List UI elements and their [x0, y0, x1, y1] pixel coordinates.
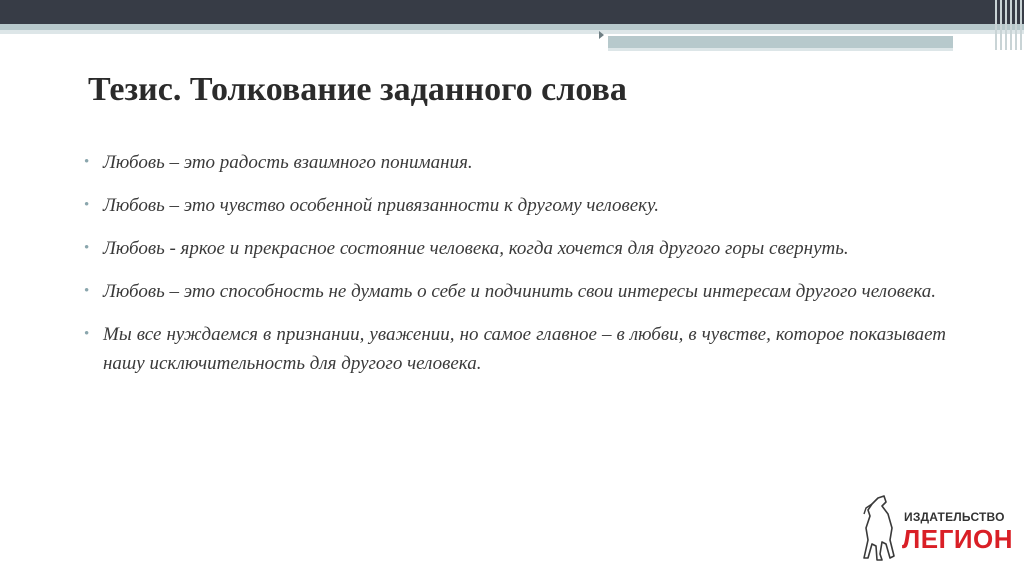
logo-main-text: ЛЕГИОН	[902, 524, 1014, 554]
list-item-text: Мы все нуждаемся в признании, уважении, но самое главное – в любви, в чувстве, которое показывает нашу исключительность для другого человека.	[103, 324, 946, 374]
accent-bar	[608, 36, 953, 48]
list-item-text: Любовь – это способность не думать о себе и подчинить свои интересы интересам другого человека.	[103, 281, 937, 302]
list-item-text: Любовь – это радость взаимного понимания.	[103, 152, 473, 173]
bullet-icon: •	[84, 283, 90, 299]
corner-stripes	[993, 0, 1024, 50]
bullet-icon: •	[84, 240, 90, 256]
list-item	[84, 320, 946, 378]
list-item-text: Любовь - яркое и прекрасное состояние человека, когда хочется для другого горы свернуть.	[103, 238, 849, 259]
top-dark-bar	[0, 0, 1024, 24]
horse-icon	[858, 494, 902, 564]
bullet-icon: •	[84, 197, 90, 213]
list-item-text: Любовь – это чувство особенной привязанности к другому человеку.	[103, 195, 660, 216]
accent-bar-thin	[608, 48, 953, 51]
list-item	[84, 148, 946, 177]
bullet-list	[84, 148, 946, 392]
list-item	[84, 191, 946, 220]
top-light-bar	[0, 30, 1024, 34]
slide-header-decoration	[0, 0, 1024, 34]
triangle-marker-icon	[599, 31, 604, 39]
bullet-icon: •	[84, 326, 90, 342]
slide-title: Тезис. Толкование заданного слова	[88, 71, 627, 108]
list-item	[84, 234, 946, 263]
logo-top-text: ИЗДАТЕЛЬСТВО	[904, 510, 1005, 524]
list-item	[84, 277, 946, 306]
publisher-logo	[858, 494, 1018, 564]
bullet-icon: •	[84, 154, 90, 170]
